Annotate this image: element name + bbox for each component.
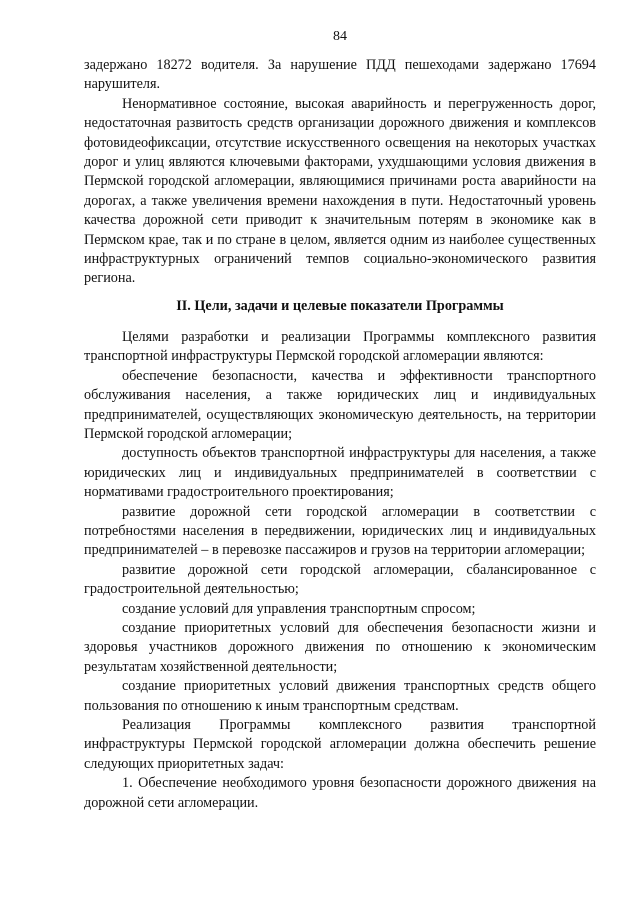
goal-item: развитие дорожной сети городской агломерации, сбалансированное с градостроительной деятельностью;	[84, 561, 596, 598]
task-item: 1. Обеспечение необходимого уровня безопасности дорожного движения на дорожной сети агломерации.	[84, 775, 596, 811]
goal-item: доступность объектов транспортной инфраструктуры для населения, а также юридических лиц и индивидуальных предпринимателей в соответствии с нормативами градостроительного проектирования;	[84, 445, 596, 501]
section-heading: II. Цели, задачи и целевые показатели Программы	[176, 297, 504, 314]
goal-item: обеспечение безопасности, качества и эффективности транспортного обслуживания населения, а также юридических лиц и индивидуальных предпринимателей, осуществляющих экономическую деятельность, на территории Пермской городской агломерации;	[84, 367, 596, 442]
document-page	[84, 28, 596, 813]
page-number: 84	[333, 29, 347, 44]
goal-item: создание условий для управления транспортным спросом;	[122, 600, 476, 617]
paragraph: Целями разработки и реализации Программы комплексного развития транспортной инфраструктуры Пермской городской агломерации являются:	[84, 328, 596, 365]
goal-item: развитие дорожной сети городской агломерации в соответствии с потребностями населения в передвижении, юридических лиц и индивидуальных предпринимателей – в перевозке пассажиров и грузов на территории агломерации;	[84, 503, 596, 559]
paragraph: Ненормативное состояние, высокая аварийность и перегруженность дорог, недостаточная развитость средств организации дорожного движения и комплексов фотовидеофиксации, отсутствие искусственного освещения на некоторых участках дорог и улиц являются ключевыми факторами, ухудшающими условия движения в Пермской городской агломерации, являющимися причинами роста аварийности на дорогах, а также увеличения времени нахождения в пути. Недостаточный уровень качества дорожной сети приводит к значительным потерям в экономике как в Пермском крае, так и по стране в целом, является одним из наиболее существенных инфраструктурных ограничений темпов социально-экономического развития региона.	[84, 95, 596, 287]
goal-item: создание приоритетных условий движения транспортных средств общего пользования по отношению к иным транспортным средствам.	[84, 678, 596, 714]
paragraph: Реализация Программы комплексного развития транспортной инфраструктуры Пермской городской агломерации должна обеспечить решение следующих приоритетных задач:	[84, 717, 596, 772]
goal-item: создание приоритетных условий для обеспечения безопасности жизни и здоровья участников дорожного движения по отношению к экономическим результатам хозяйственной деятельности;	[84, 619, 596, 675]
paragraph: задержано 18272 водителя. За нарушение ПДД пешеходами задержано 17694 нарушителя.	[84, 57, 596, 93]
